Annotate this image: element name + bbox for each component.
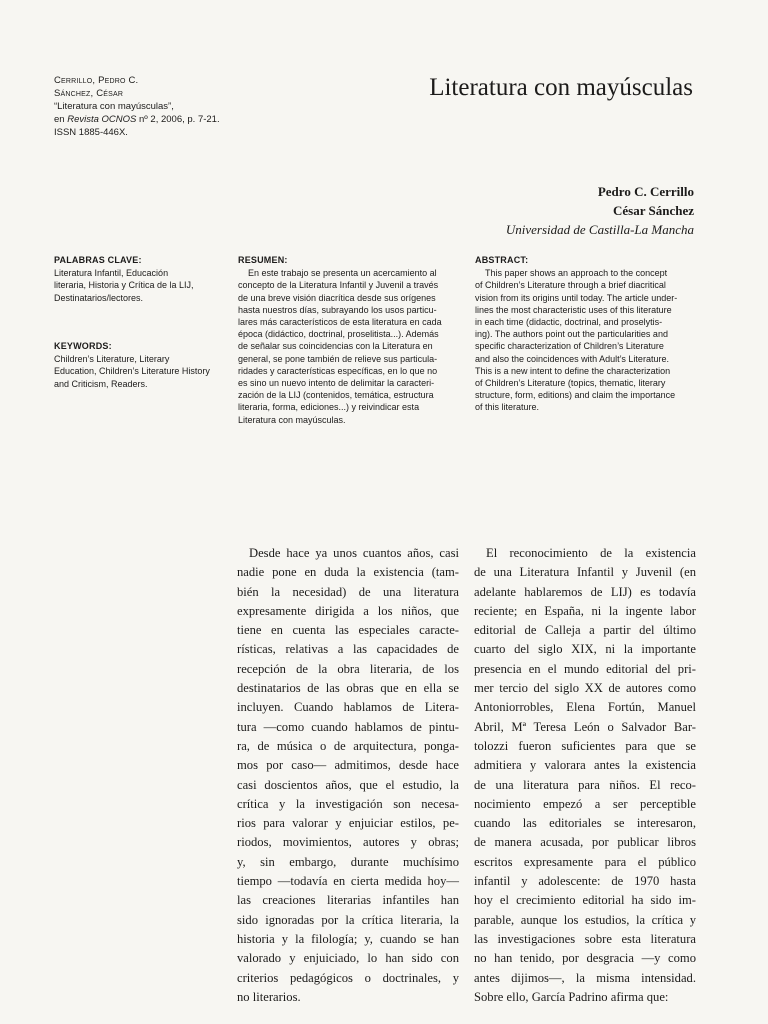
- body-line: no han tenido, por desgracia —y como: [474, 951, 696, 966]
- citation-in-suffix: nº 2, 2006, p. 7-21.: [136, 114, 220, 125]
- abstract-line: This paper shows an approach to the concept: [485, 268, 668, 279]
- body-line: escritos expresamente para el público: [474, 854, 696, 869]
- abstract-line: ing). The authors point out the particularities and: [475, 329, 668, 340]
- resumen-line: zación de la LIJ (contenidos, temática, estructura: [238, 390, 434, 401]
- body-line: y, sin embargo, durante muchísimo: [237, 854, 459, 869]
- author-block: [420, 182, 694, 239]
- palabras-clave-section: [54, 254, 214, 304]
- body-line: crítica y la investigación son necesa-: [237, 796, 459, 811]
- body-line: nocimiento empezó a ser perceptible: [474, 796, 696, 811]
- body-line: criterios pedagógicos o doctrinales, y: [237, 970, 459, 985]
- resumen-line: de una breve visión diacrítica desde sus orígenes: [238, 292, 436, 303]
- body-line: destinatarios de las obras que en ella se: [237, 681, 459, 696]
- abstract-line: of this literature.: [475, 402, 540, 413]
- body-line: reciente; en España, ni la ingente labor: [474, 603, 696, 618]
- resumen-section: [238, 254, 458, 426]
- body-line: valorado y enjuiciado, lo han sido con: [237, 951, 459, 966]
- resumen-line: concepto de la Literatura Infantil y Juvenil a través: [238, 280, 439, 291]
- body-line: hoy el crecimiento editorial ha sido im-: [474, 893, 696, 908]
- body-line: Sobre ello, García Padrino afirma que:: [474, 989, 669, 1004]
- body-line: Desde hace ya unos cuantos años, casi: [249, 546, 459, 560]
- body-line: las creaciones literarias infantiles han: [237, 893, 459, 908]
- body-line: no literarios.: [237, 989, 301, 1004]
- body-line: Abril, Mª Teresa León o Salvador Bar-: [474, 719, 696, 734]
- keywords-line: and Criticism, Readers.: [54, 378, 148, 389]
- resumen-line: general, se pone también de relieve sus particula-: [238, 353, 438, 364]
- resumen-heading: RESUMEN:: [238, 255, 288, 265]
- body-line: incluyen. Cuando hablamos de Litera-: [237, 700, 459, 715]
- author-name-1: Pedro C. Cerrillo: [597, 184, 694, 199]
- resumen-line: es sino un nuevo intento de delimitar la caracteri-: [238, 378, 435, 389]
- resumen-line: ridades y características específicas, en lo que no: [238, 365, 438, 376]
- body-line: Antoniorrobles, Elena Fortún, Manuel: [474, 700, 696, 715]
- abstract-line: This is a new intent to define the characterization: [475, 365, 671, 376]
- citation-work-title: “Literatura con mayúsculas”,: [54, 101, 174, 112]
- body-line: rísticas, relativas a las capacidades de: [237, 642, 459, 657]
- body-line: mer tercio del siglo XX de autores como: [474, 681, 696, 696]
- body-line: infantil y adolescente: de 1970 hasta: [474, 874, 696, 889]
- citation-author-1: Cerrillo, Pedro C.: [54, 75, 139, 86]
- body-line: recepción de la obra literaria, de los: [237, 661, 459, 676]
- body-line: de manera acusada, por publicar libros: [474, 835, 696, 850]
- abstract-line: in each time (didactic, doctrinal, and proselytis-: [475, 317, 663, 328]
- body-line: editorial de Calleja a partir del último: [474, 623, 696, 638]
- resumen-line: hasta nuestros días, subrayando los usos particu-: [238, 304, 437, 315]
- body-line: tolozzi fueron suficientes para que se: [474, 738, 696, 753]
- body-line: ra, de música o de arquitectura, ponga-: [237, 738, 459, 753]
- abstract-line: of Children’s Literature through a brief diacritical: [475, 280, 666, 291]
- abstract-line: and also the coincidences with Adult’s Literature.: [475, 353, 669, 364]
- abstract-section: [475, 254, 695, 414]
- body-line: historia y la filología; y, cuando se han: [237, 931, 459, 946]
- citation-issn: ISSN 1885-446X.: [54, 127, 128, 138]
- body-line: antes dijimos—, la misma intensidad.: [474, 970, 696, 985]
- abstract-line: of Children’s Literature (topics, thematic, literary: [475, 378, 666, 389]
- abstract-line: lines the most characteristic uses of this literature: [475, 304, 672, 315]
- palabras-clave-line: Literatura Infantil, Educación: [54, 268, 169, 279]
- body-line: admitiera y valorara antes la existencia: [474, 758, 696, 773]
- abstract-line: vision from its origins until today. The article under-: [475, 292, 678, 303]
- abstract-line: specific characterization of Children’s Literature: [475, 341, 664, 352]
- body-line: presencia en el mundo editorial del pri-: [474, 661, 696, 676]
- citation-author-2: Sánchez, César: [54, 88, 124, 99]
- body-line: de una literatura para niños. El reco-: [474, 777, 696, 792]
- author-affiliation: Universidad de Castilla-La Mancha: [505, 222, 694, 237]
- body-line: expresamente dirigida a los niños, que: [237, 603, 459, 618]
- citation-journal: Revista OCNOS: [67, 114, 137, 125]
- keywords-line: Education, Children’s Literature History: [54, 366, 210, 377]
- body-column-2: [474, 544, 696, 1007]
- body-line: riodos, movimientos, autores y obras;: [237, 835, 459, 850]
- article-title: Literatura con mayúsculas: [429, 74, 693, 101]
- keywords-line: Children’s Literature, Literary: [54, 354, 170, 365]
- body-line: sido ignoradas por la crítica literaria, la: [237, 912, 459, 927]
- abstract-line: structure, form, editions) and claim the importance: [475, 390, 676, 401]
- citation-in-prefix: en: [54, 114, 68, 125]
- body-line: nadie pone en duda la existencia (tam-: [237, 565, 459, 580]
- body-line: parable, aunque los estudios, la crítica y: [474, 912, 696, 927]
- resumen-line: literaria, forma, ediciones...) y reivindicar esta: [238, 402, 420, 413]
- keywords-heading: KEYWORDS:: [54, 341, 112, 351]
- body-line: casi doscientos años, que el estudio, la: [237, 777, 459, 792]
- body-line: bién la necesidad) de una literatura: [237, 584, 459, 599]
- keywords-section: [54, 340, 229, 390]
- citation-block: [54, 74, 254, 139]
- resumen-line: época (didáctico, doctrinal, proselitista...). Además: [238, 329, 439, 340]
- palabras-clave-heading: PALABRAS CLAVE:: [54, 255, 142, 265]
- body-line: rios para valorar y enjuiciar estilos, pe-: [237, 816, 459, 831]
- body-line: las investigaciones sobre esta literatura: [474, 931, 696, 946]
- body-column-1: [237, 544, 459, 1007]
- body-line: adelante hablaremos de LIJ) es todavía: [474, 584, 696, 599]
- resumen-line: En este trabajo se presenta un acercamiento al: [248, 268, 437, 279]
- resumen-line: de señalar sus coincidencias con la Literatura en: [238, 341, 433, 352]
- resumen-line: Literatura con mayúsculas.: [238, 414, 346, 425]
- body-line: El reconocimiento de la existencia: [486, 546, 696, 560]
- palabras-clave-line: Destinatarios/lectores.: [54, 292, 144, 303]
- resumen-line: lares más característicos de esta literatura en cada: [238, 317, 442, 328]
- body-line: cuarto del siglo XIX, ni la importante: [474, 642, 696, 657]
- body-line: tura —como cuando hablamos de pintu-: [237, 719, 459, 734]
- body-line: mos por caso— admitimos, desde hace: [237, 758, 459, 773]
- author-name-2: César Sánchez: [612, 203, 694, 218]
- citation-source: [54, 113, 254, 126]
- body-line: de una Literatura Infantil y Juvenil (en: [474, 565, 696, 580]
- body-line: cuando las editoriales se interesaron,: [474, 816, 696, 831]
- abstract-heading: ABSTRACT:: [475, 255, 529, 265]
- body-line: tiempo —todavía en cierta medida hoy—: [237, 874, 459, 889]
- palabras-clave-line: literaria, Historia y Crítica de la LIJ,: [54, 280, 194, 291]
- body-line: tiene en cuenta las especiales caracte-: [237, 623, 459, 638]
